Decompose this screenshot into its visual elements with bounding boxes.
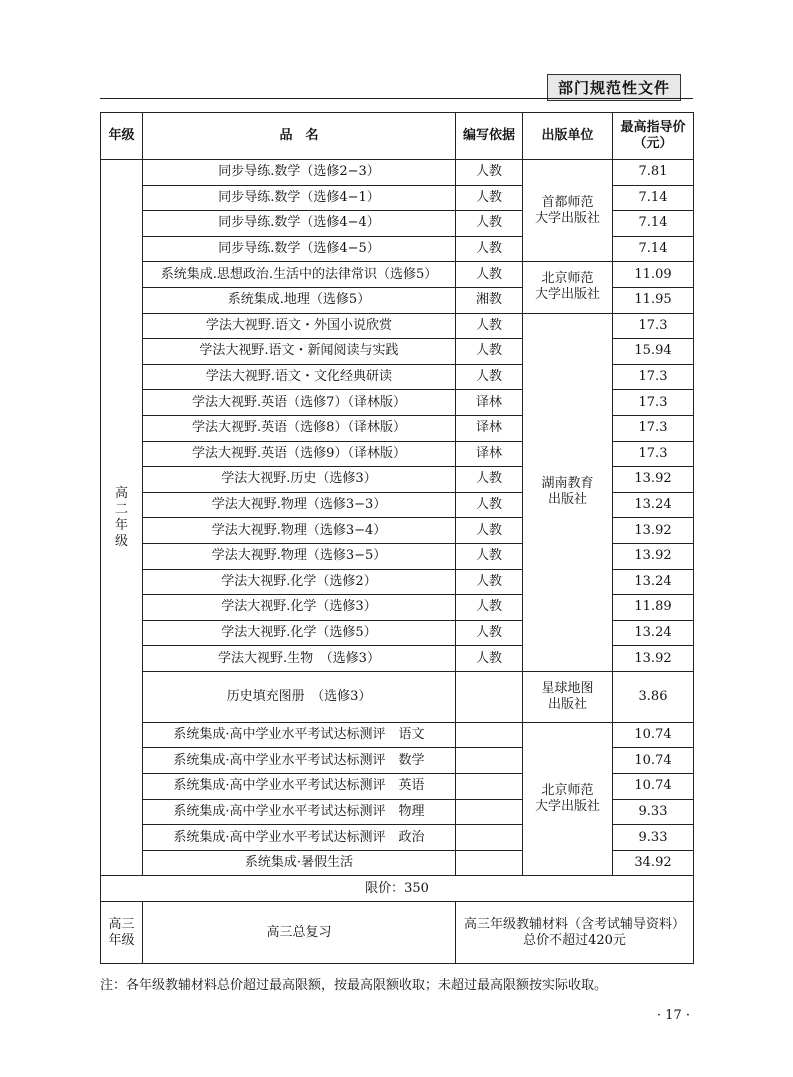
item-basis xyxy=(456,671,523,722)
table-row xyxy=(101,671,694,722)
publisher-line: 大学出版社 xyxy=(534,210,600,226)
limit-text: 限价：350 xyxy=(101,876,694,902)
item-name: 学法大视野.英语（选修7）（译林版） xyxy=(143,390,456,416)
item-name: 学法大视野.生物 （选修3） xyxy=(143,646,456,672)
col-publisher: 出版单位 xyxy=(523,113,613,160)
item-price: 10.74 xyxy=(613,774,694,800)
footnote: 注：各年级教辅材料总价超过最高限额，按最高限额收取；未超过最高限额按实际收取。 xyxy=(100,978,608,993)
item-price: 13.92 xyxy=(613,646,694,672)
table-row xyxy=(101,722,694,748)
item-name: 学法大视野.历史（选修3） xyxy=(143,467,456,493)
item-price: 9.33 xyxy=(613,799,694,825)
item-price: 13.24 xyxy=(613,620,694,646)
item-basis xyxy=(456,722,523,748)
price-table xyxy=(100,112,694,964)
item-name: 学法大视野.物理（选修3−3） xyxy=(143,492,456,518)
item-price: 15.94 xyxy=(613,339,694,365)
col-grade: 年级 xyxy=(101,113,143,160)
item-name: 系统集成·暑假生活 xyxy=(143,850,456,876)
item-name: 系统集成·高中学业水平考试达标测评 数学 xyxy=(143,748,456,774)
table-row xyxy=(101,313,694,339)
senior3-desc xyxy=(456,902,694,964)
col-price-line1: 最高指导价 xyxy=(620,120,686,135)
item-basis xyxy=(456,774,523,800)
item-name: 学法大视野.英语（选修8）（译林版） xyxy=(143,415,456,441)
senior3-name: 高三总复习 xyxy=(143,902,456,964)
item-basis: 人教 xyxy=(456,467,523,493)
item-price: 34.92 xyxy=(613,850,694,876)
header-rule xyxy=(100,98,693,99)
item-name: 系统集成·高中学业水平考试达标测评 英语 xyxy=(143,774,456,800)
item-price: 11.09 xyxy=(613,262,694,288)
item-price: 7.14 xyxy=(613,211,694,237)
grade-line: 高三 xyxy=(108,916,135,932)
item-basis: 译林 xyxy=(456,390,523,416)
grade-cell-senior3 xyxy=(101,902,143,964)
document-category-tag: 部门规范性文件 xyxy=(547,74,681,101)
publisher-line: 北京师范 xyxy=(541,271,594,287)
item-basis: 人教 xyxy=(456,543,523,569)
item-basis: 人教 xyxy=(456,236,523,262)
item-name: 学法大视野.物理（选修3−5） xyxy=(143,543,456,569)
publisher-line: 北京师范 xyxy=(541,783,594,799)
item-name: 系统集成.思想政治.生活中的法律常识（选修5） xyxy=(143,262,456,288)
item-price: 10.74 xyxy=(613,722,694,748)
item-basis xyxy=(456,748,523,774)
item-price: 10.74 xyxy=(613,748,694,774)
item-basis: 湘教 xyxy=(456,287,523,313)
grade-char: 高 xyxy=(114,485,128,501)
publisher-cell xyxy=(523,722,613,876)
item-basis: 人教 xyxy=(456,160,523,186)
item-name: 学法大视野.英语（选修9）（译林版） xyxy=(143,441,456,467)
publisher-cell xyxy=(523,671,613,722)
item-basis: 人教 xyxy=(456,518,523,544)
item-price: 17.3 xyxy=(613,415,694,441)
publisher-cell xyxy=(523,262,613,313)
item-name: 学法大视野.化学（选修2） xyxy=(143,569,456,595)
publisher-cell xyxy=(523,160,613,262)
item-price: 13.92 xyxy=(613,467,694,493)
item-name: 同步导练.数学（选修4−5） xyxy=(143,236,456,262)
col-price xyxy=(613,113,694,160)
item-basis: 人教 xyxy=(456,339,523,365)
senior3-desc-line: 总价不超过420元 xyxy=(523,932,626,948)
item-name: 同步导练.数学（选修4−1） xyxy=(143,185,456,211)
col-price-line2: （元） xyxy=(633,136,673,151)
item-name: 学法大视野.语文・文化经典研读 xyxy=(143,364,456,390)
col-name: 品 名 xyxy=(143,113,456,160)
table-header-row xyxy=(101,113,694,160)
grade-char: 级 xyxy=(114,533,128,549)
item-price: 17.3 xyxy=(613,313,694,339)
item-price: 13.24 xyxy=(613,492,694,518)
item-price: 11.89 xyxy=(613,595,694,621)
item-basis: 人教 xyxy=(456,313,523,339)
col-basis: 编写依据 xyxy=(456,113,523,160)
item-price: 9.33 xyxy=(613,825,694,851)
item-name: 学法大视野.化学（选修3） xyxy=(143,595,456,621)
page-number: · 17 · xyxy=(656,1008,690,1023)
item-basis: 人教 xyxy=(456,595,523,621)
item-basis xyxy=(456,850,523,876)
item-name: 历史填充图册 （选修3） xyxy=(143,671,456,722)
publisher-line: 出版社 xyxy=(547,696,587,712)
publisher-line: 湖南教育 xyxy=(541,476,594,492)
senior3-row xyxy=(101,902,694,964)
item-price: 11.95 xyxy=(613,287,694,313)
item-price: 13.24 xyxy=(613,569,694,595)
item-basis xyxy=(456,799,523,825)
grade-cell-senior2 xyxy=(101,160,143,876)
item-name: 学法大视野.语文・新闻阅读与实践 xyxy=(143,339,456,365)
limit-row xyxy=(101,876,694,902)
item-basis xyxy=(456,825,523,851)
item-basis: 人教 xyxy=(456,492,523,518)
item-basis: 人教 xyxy=(456,364,523,390)
grade-char: 年 xyxy=(114,517,128,533)
grade-char: 二 xyxy=(114,501,128,517)
item-basis: 人教 xyxy=(456,185,523,211)
table-row xyxy=(101,262,694,288)
grade-line: 年级 xyxy=(108,932,135,948)
item-basis: 译林 xyxy=(456,415,523,441)
item-name: 系统集成·高中学业水平考试达标测评 物理 xyxy=(143,799,456,825)
table-row xyxy=(101,160,694,186)
item-name: 学法大视野.化学（选修5） xyxy=(143,620,456,646)
item-price: 7.14 xyxy=(613,185,694,211)
item-basis: 译林 xyxy=(456,441,523,467)
item-price: 17.3 xyxy=(613,441,694,467)
publisher-line: 大学出版社 xyxy=(534,287,600,303)
item-name: 系统集成.地理（选修5） xyxy=(143,287,456,313)
item-basis: 人教 xyxy=(456,569,523,595)
publisher-line: 出版社 xyxy=(547,492,587,508)
publisher-line: 首都师范 xyxy=(541,194,594,210)
item-basis: 人教 xyxy=(456,620,523,646)
item-name: 学法大视野.语文・外国小说欣赏 xyxy=(143,313,456,339)
publisher-cell xyxy=(523,313,613,671)
item-basis: 人教 xyxy=(456,211,523,237)
item-price: 13.92 xyxy=(613,518,694,544)
item-name: 系统集成·高中学业水平考试达标测评 语文 xyxy=(143,722,456,748)
item-price: 7.14 xyxy=(613,236,694,262)
item-basis: 人教 xyxy=(456,646,523,672)
item-price: 17.3 xyxy=(613,364,694,390)
publisher-line: 大学出版社 xyxy=(534,799,600,815)
item-basis: 人教 xyxy=(456,262,523,288)
item-name: 同步导练.数学（选修4−4） xyxy=(143,211,456,237)
senior3-desc-line: 高三年级教辅材料（含考试辅导资料） xyxy=(463,916,685,932)
item-price: 17.3 xyxy=(613,390,694,416)
item-price: 3.86 xyxy=(613,671,694,722)
item-name: 同步导练.数学（选修2−3） xyxy=(143,160,456,186)
publisher-line: 星球地图 xyxy=(541,680,594,696)
item-name: 学法大视野.物理（选修3−4） xyxy=(143,518,456,544)
item-name: 系统集成·高中学业水平考试达标测评 政治 xyxy=(143,825,456,851)
item-price: 13.92 xyxy=(613,543,694,569)
item-price: 7.81 xyxy=(613,160,694,186)
